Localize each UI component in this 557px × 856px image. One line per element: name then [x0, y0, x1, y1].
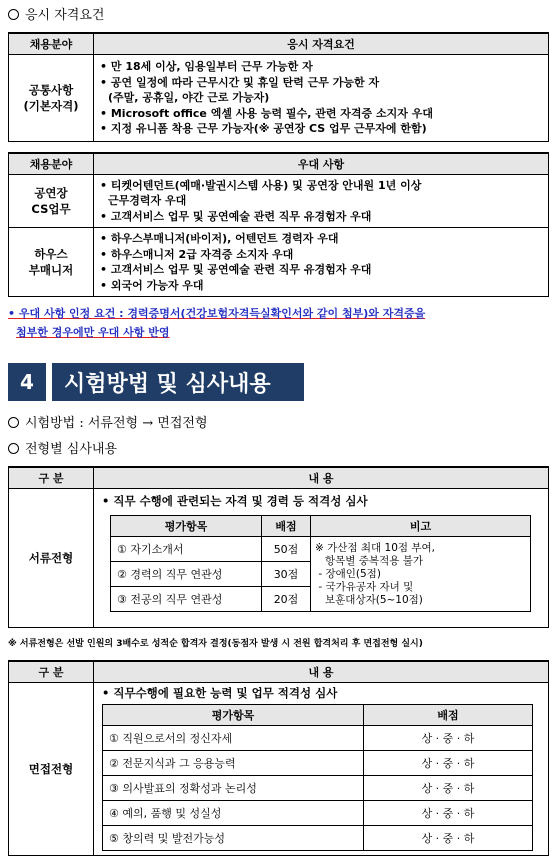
list-item: (주말, 공휴일, 야간 근로 가능자)	[108, 91, 270, 105]
preference-list-house	[94, 228, 549, 297]
inner-header: 배점	[262, 516, 311, 537]
remark-line: - 국가유공자 자녀 및	[315, 580, 414, 593]
section-4-heading	[8, 363, 304, 401]
criteria-score: 30점	[262, 562, 311, 587]
category-common	[9, 55, 94, 142]
document-criteria-table	[110, 515, 531, 612]
list-item: • 외국어 가능자 우대	[100, 278, 204, 292]
criteria-score: 50점	[262, 537, 311, 562]
category-line: 부매니저	[28, 263, 74, 277]
content-title: • 직무 수행에 관련되는 자격 및 경력 등 적격성 심사	[102, 494, 368, 508]
header-field: 채용분야	[9, 33, 94, 55]
inner-header: 비고	[311, 516, 531, 537]
criteria-score: 상 · 중 · 하	[364, 826, 533, 851]
interview-table	[8, 660, 549, 856]
list-item: • 고객서비스 업무 및 공연예술 관련 직무 유경험자 우대	[100, 209, 372, 223]
criteria-item: ⑤ 창의력 및 발전가능성	[103, 826, 364, 851]
remark-line: 보훈대상자(5~10점)	[315, 593, 423, 606]
qualification-table	[8, 32, 549, 142]
category-interview: 면접전형	[9, 683, 94, 856]
category-line: (기본자격)	[23, 99, 79, 113]
remark-line: - 장애인(5점)	[315, 567, 381, 580]
criteria-item: ② 전문지식과 그 응용능력	[103, 751, 364, 776]
preference-note	[8, 304, 425, 342]
list-item: • 공연 일정에 따라 근무시간 및 휴일 탄력 근무 가능한 자	[100, 75, 380, 89]
criteria-score: 상 · 중 · 하	[364, 801, 533, 826]
category-line: 공통사항	[28, 83, 74, 97]
header-content: 내 용	[94, 467, 549, 489]
screening-footnote: ※ 서류전형은 선발 인원의 3배수로 성적순 합격자 결정(동점자 발생 시 전원 합격처리 후 면접전형 실시)	[8, 639, 423, 649]
circle-bullet-icon	[8, 417, 19, 428]
header-preferences: 우대 사항	[94, 153, 549, 175]
inner-header: 평가항목	[103, 705, 364, 726]
category-document: 서류전형	[9, 489, 94, 628]
header-division: 구 분	[9, 467, 94, 489]
list-item: • 만 18세 이상, 임용일부터 근무 가능한 자	[100, 60, 313, 74]
header-content: 내 용	[94, 661, 549, 683]
criteria-score: 20점	[262, 587, 311, 612]
list-item: 근무경력자 우대	[108, 194, 187, 208]
interview-criteria-table	[102, 704, 533, 851]
category-cs	[9, 175, 94, 228]
preference-list-cs	[94, 175, 549, 228]
note-line: • 우대 사항 인정 요건 : 경력증명서(건강보험자격득실확인서와 같이 첨부)와 자격증을	[8, 307, 426, 320]
criteria-score: 상 · 중 · 하	[364, 751, 533, 776]
section-title: 응시 자격요건	[25, 8, 105, 23]
criteria-item: ③ 전공의 직무 연관성	[111, 587, 262, 612]
list-item: • 고객서비스 업무 및 공연예술 관련 직무 유경험자 우대	[100, 263, 372, 276]
list-item: • 티켓어텐던트(예매·발권시스템 사용) 및 공연장 안내원 1년 이상	[100, 178, 422, 192]
criteria-item: ① 직원으로서의 정신자세	[103, 726, 364, 751]
inner-header: 배점	[364, 705, 533, 726]
category-house	[9, 228, 94, 297]
criteria-item: ④ 예의, 품행 및 성실성	[103, 801, 364, 826]
circle-bullet-icon	[8, 9, 19, 20]
header-requirements: 응시 자격요건	[94, 33, 549, 55]
header-field: 채용분야	[9, 153, 94, 175]
preference-table	[8, 152, 549, 297]
criteria-item: ① 자기소개서	[111, 537, 262, 562]
criteria-score: 상 · 중 · 하	[364, 726, 533, 751]
section-title: 시험방법 및 심사내용	[52, 363, 304, 401]
list-item: • 하우스부매니저(바이저), 어텐던트 경력자 우대	[100, 232, 339, 245]
section-number: 4	[8, 363, 46, 401]
exam-method	[8, 412, 208, 431]
screening-content	[8, 438, 117, 457]
list-item: • 지정 유니폼 착용 근무 가능자(※ 공연장 CS 업무 근무자에 한함)	[100, 122, 427, 136]
list-item: • 하우스매니저 2급 자격증 소지자 우대	[100, 247, 294, 261]
category-line: 하우스	[34, 247, 68, 261]
document-screening-table	[8, 466, 549, 628]
note-line: 첨부한 경우에만 우대 사항 반영	[16, 326, 170, 339]
category-line: CS업무	[31, 202, 71, 216]
content-title: • 직무수행에 필요한 능력 및 업무 적격성 심사	[102, 686, 338, 700]
remarks-cell	[311, 537, 531, 612]
method-text: 시험방법 : 서류전형 → 면접전형	[25, 416, 208, 431]
criteria-item: ② 경력의 직무 연관성	[111, 562, 262, 587]
method-text: 전형별 심사내용	[25, 442, 118, 457]
interview-content	[94, 683, 549, 856]
circle-bullet-icon	[8, 443, 19, 454]
category-line: 공연장	[34, 186, 68, 200]
inner-header: 평가항목	[111, 516, 262, 537]
document-content	[94, 489, 549, 628]
criteria-item: ③ 의사발표의 정확성과 논리성	[103, 776, 364, 801]
section-heading-qualifications	[8, 4, 104, 23]
criteria-score: 상 · 중 · 하	[364, 776, 533, 801]
remark-line: ※ 가산점 최대 10점 부여,	[315, 541, 435, 554]
requirements-list	[94, 55, 549, 142]
header-division: 구 분	[9, 661, 94, 683]
list-item: • Microsoft office 엑셀 사용 능력 필수, 관련 자격증 소지자 우대	[100, 106, 433, 120]
remark-line: 항목별 중복적용 불가	[315, 554, 423, 567]
